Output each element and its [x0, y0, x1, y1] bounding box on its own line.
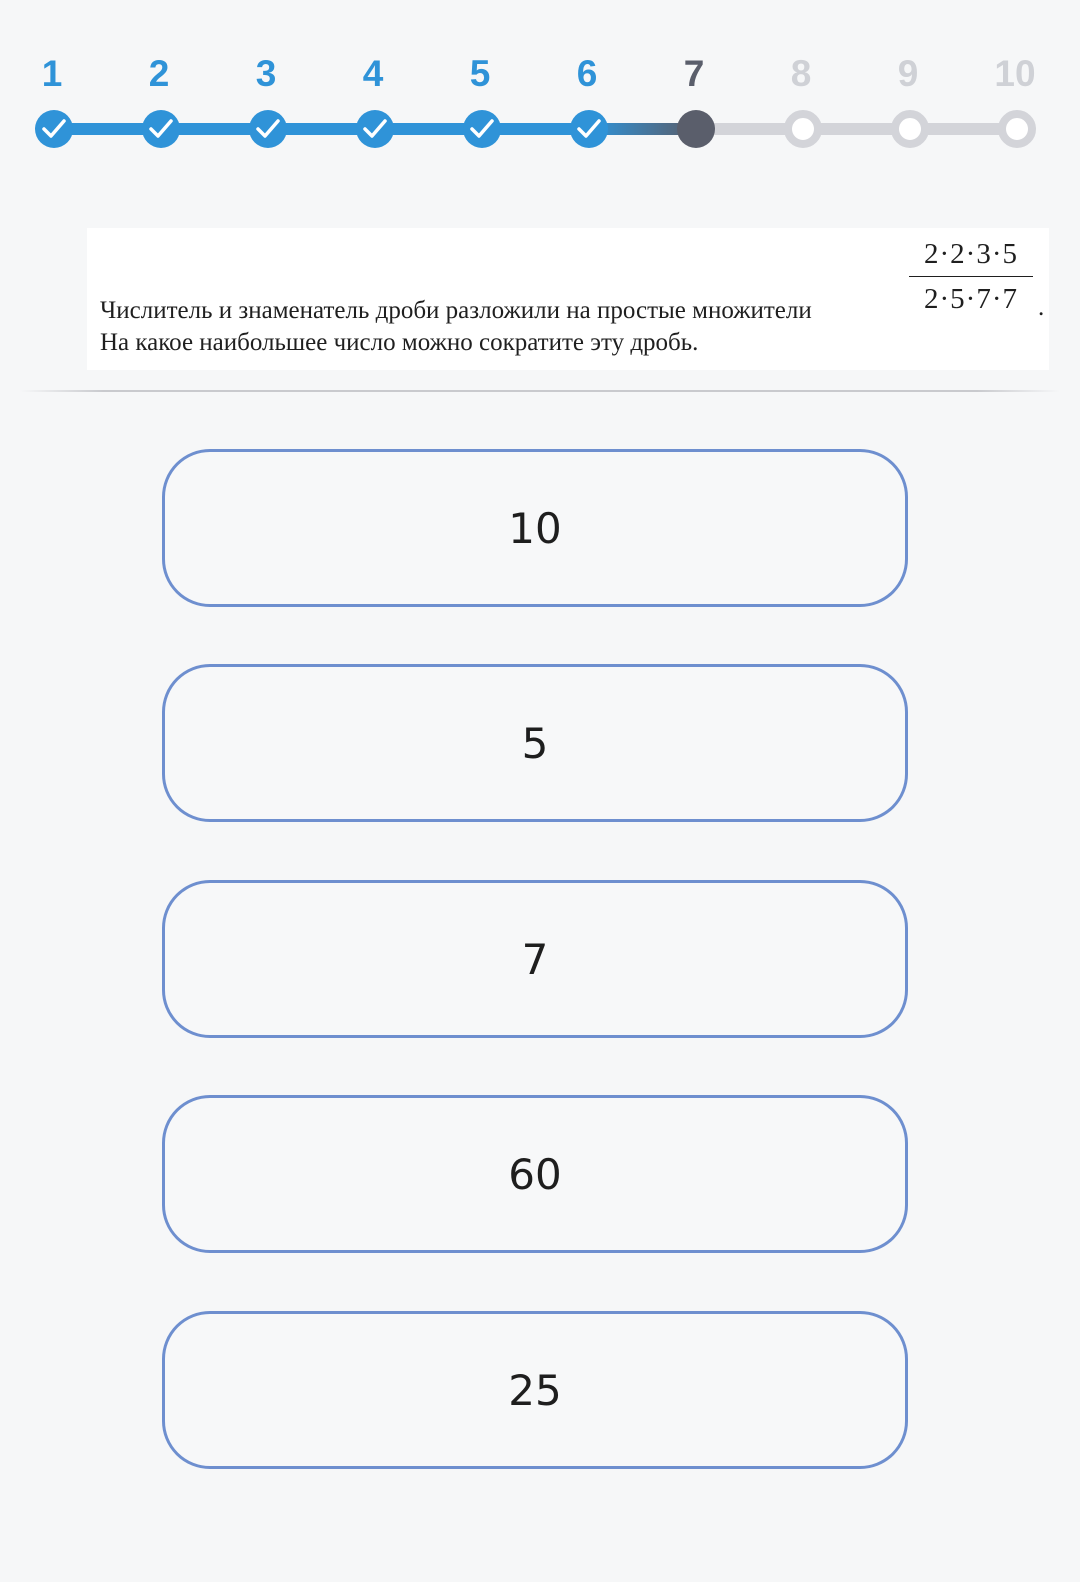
step-number-5[interactable]: 5 — [469, 53, 491, 94]
question-text-line-1: Числитель и знаменатель дроби разложили на простые множители — [100, 297, 812, 324]
step-node-10[interactable] — [998, 110, 1036, 148]
step-number-3[interactable]: 3 — [255, 53, 277, 94]
question-text-line-2: На какое наибольшее число можно сократите эту дробь. — [100, 329, 699, 356]
step-number-8[interactable]: 8 — [790, 53, 812, 94]
step-number-7[interactable]: 7 — [683, 53, 705, 94]
answer-option-1[interactable] — [162, 449, 908, 607]
step-node-8[interactable] — [784, 110, 822, 148]
step-number-1[interactable]: 1 — [41, 53, 63, 94]
answer-label: 60 — [508, 1149, 562, 1199]
step-number-10[interactable]: 10 — [994, 53, 1036, 94]
progress-stepper — [0, 0, 1080, 160]
step-node-3[interactable] — [249, 110, 287, 148]
step-number-9[interactable]: 9 — [897, 53, 919, 94]
checkmark-icon — [577, 118, 601, 140]
step-node-7-current[interactable] — [677, 110, 715, 148]
answer-label: 10 — [508, 503, 562, 553]
step-node-9[interactable] — [891, 110, 929, 148]
answer-label: 25 — [508, 1365, 562, 1415]
answer-label: 5 — [521, 718, 549, 768]
checkmark-icon — [256, 118, 280, 140]
fraction-bar — [909, 276, 1033, 277]
fraction-numerator: 2·2·3·5 — [924, 238, 1018, 270]
step-node-1[interactable] — [35, 110, 73, 148]
question-card — [87, 228, 1049, 370]
answer-option-4[interactable] — [162, 1095, 908, 1253]
step-node-5[interactable] — [463, 110, 501, 148]
step-node-6[interactable] — [570, 110, 608, 148]
step-number-4[interactable]: 4 — [362, 53, 384, 94]
answer-option-5[interactable] — [162, 1311, 908, 1469]
fraction — [907, 236, 1035, 317]
divider — [20, 390, 1060, 392]
step-node-4[interactable] — [356, 110, 394, 148]
step-number-6[interactable]: 6 — [576, 53, 598, 94]
checkmark-icon — [149, 118, 173, 140]
progress-track-completed — [54, 123, 590, 135]
answer-label: 7 — [521, 934, 549, 984]
checkmark-icon — [470, 118, 494, 140]
answer-option-3[interactable] — [162, 880, 908, 1038]
fraction-period: . — [1038, 294, 1045, 321]
fraction-denominator: 2·5·7·7 — [924, 283, 1018, 315]
answer-option-2[interactable] — [162, 664, 908, 822]
checkmark-icon — [42, 118, 66, 140]
checkmark-icon — [363, 118, 387, 140]
progress-track-remaining — [696, 123, 1018, 135]
step-number-2[interactable]: 2 — [148, 53, 170, 94]
step-node-2[interactable] — [142, 110, 180, 148]
